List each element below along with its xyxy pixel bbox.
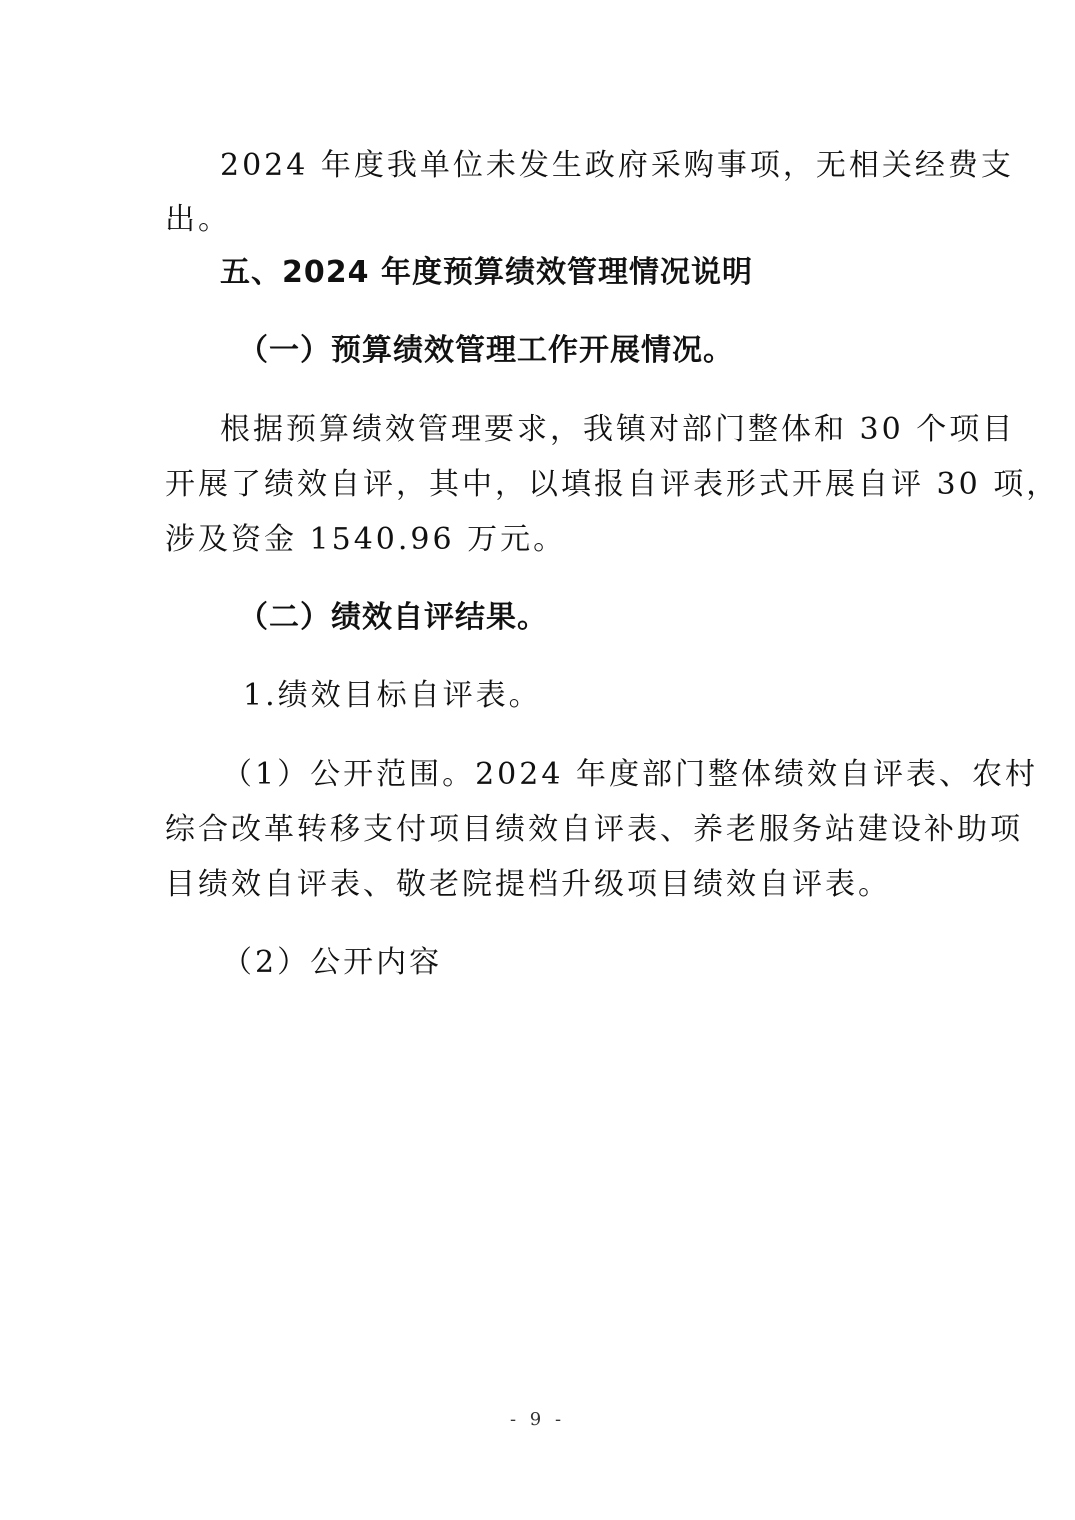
scope-paragraph-line-2: 综合改革转移支付项目绩效自评表、养老服务站建设补助项	[165, 812, 1023, 847]
page-number: - 9 -	[509, 1409, 566, 1430]
scope-paragraph-line-1: （1）公开范围。2024 年度部门整体绩效自评表、农村	[222, 757, 1038, 792]
subheading-work-progress: （一）预算绩效管理工作开展情况。	[238, 333, 734, 368]
evaluation-paragraph-line-2: 开展了绩效自评，其中，以填报自评表形式开展自评 30 项，	[165, 467, 1060, 502]
procurement-paragraph-line-2: 出。	[165, 202, 231, 237]
evaluation-paragraph-line-1: 根据预算绩效管理要求，我镇对部门整体和 30 个项目	[220, 412, 1016, 447]
procurement-paragraph-line-1: 2024 年度我单位未发生政府采购事项，无相关经费支	[220, 148, 1014, 183]
section-heading: 五、2024 年度预算绩效管理情况说明	[220, 255, 753, 290]
scope-paragraph-line-3: 目绩效自评表、敬老院提档升级项目绩效自评表。	[165, 867, 891, 902]
list-item-performance-table: 1.绩效目标自评表。	[243, 678, 542, 713]
list-item-public-content: （2）公开内容	[222, 945, 443, 980]
evaluation-paragraph-line-3: 涉及资金 1540.96 万元。	[165, 522, 567, 557]
subheading-self-evaluation-results: （二）绩效自评结果。	[238, 600, 548, 635]
